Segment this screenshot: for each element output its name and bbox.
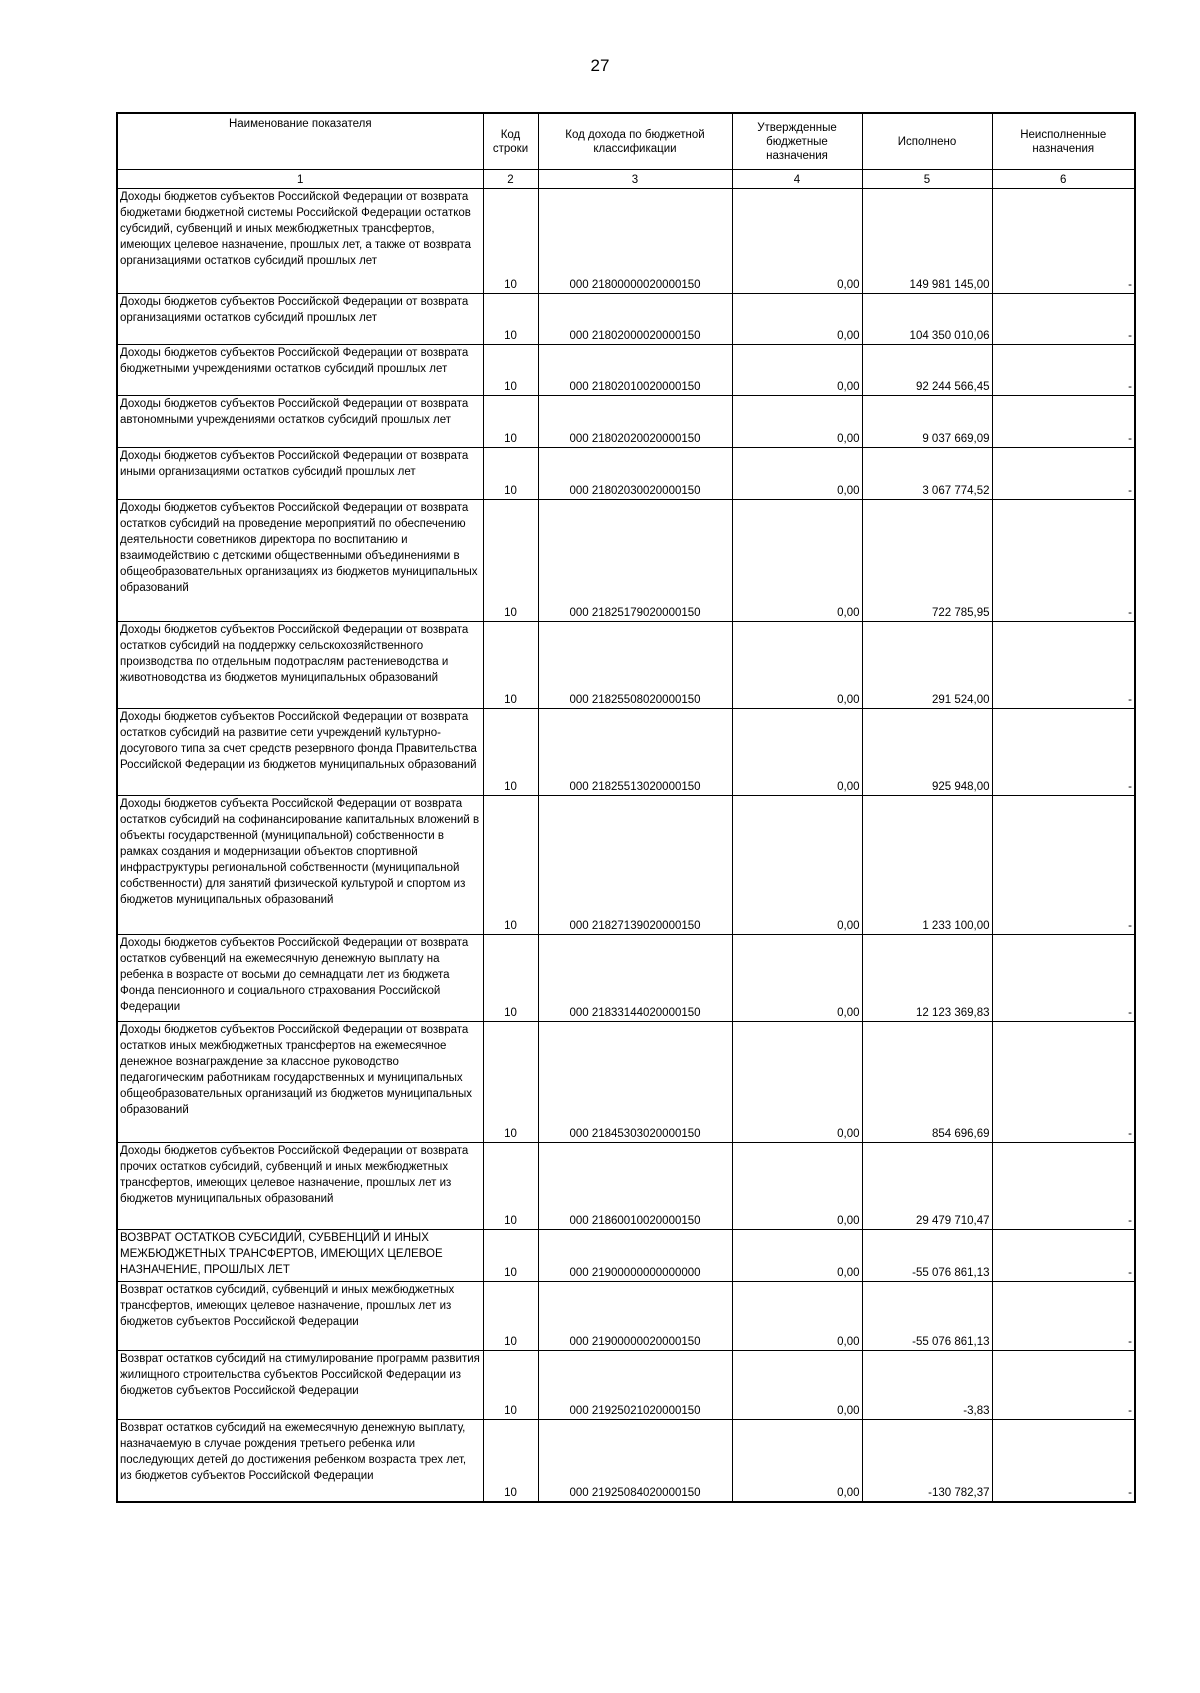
row-approved: 0,00 [732, 294, 862, 345]
header-indicator-name: Наименование показателя [117, 113, 483, 170]
row-name: Доходы бюджетов субъекта Российской Федерации от возврата остатков субсидий на софинансирование капитальных вложений в объекты государственной (муниципальной) собственности в рамках создания и модернизации объектов спортивной инфраструктуры региональной собственности (муниципальной собственности) для занятий физической культурой и спортом из бюджетов муниципальных образований [117, 796, 483, 935]
row-approved: 0,00 [732, 345, 862, 396]
row-approved: 0,00 [732, 1022, 862, 1143]
row-line-code: 10 [483, 709, 538, 796]
row-executed: 92 244 566,45 [862, 345, 992, 396]
row-approved: 0,00 [732, 396, 862, 448]
row-line-code: 10 [483, 622, 538, 709]
table-row [117, 345, 1135, 396]
row-line-code: 10 [483, 1022, 538, 1143]
row-executed: 12 123 369,83 [862, 935, 992, 1022]
table-row [117, 448, 1135, 500]
row-executed: -130 782,37 [862, 1420, 992, 1502]
table-row [117, 1022, 1135, 1143]
row-unexecuted: - [992, 796, 1135, 935]
row-line-code: 10 [483, 345, 538, 396]
table-row [117, 396, 1135, 448]
column-number: 6 [992, 170, 1135, 189]
row-income-code: 000 21925021020000150 [538, 1351, 732, 1420]
row-income-code: 000 21802030020000150 [538, 448, 732, 500]
row-line-code: 10 [483, 1351, 538, 1420]
row-approved: 0,00 [732, 189, 862, 294]
row-name: Доходы бюджетов субъектов Российской Федерации от возврата прочих остатков субсидий, субвенций и иных межбюджетных трансфертов, имеющих целевое назначение, прошлых лет из бюджетов муниципальных образований [117, 1143, 483, 1230]
row-approved: 0,00 [732, 935, 862, 1022]
row-approved: 0,00 [732, 622, 862, 709]
table-row [117, 935, 1135, 1022]
row-unexecuted: - [992, 1420, 1135, 1502]
table-row [117, 189, 1135, 294]
row-approved: 0,00 [732, 448, 862, 500]
row-executed: -55 076 861,13 [862, 1230, 992, 1282]
table-row [117, 500, 1135, 622]
header-unexecuted: Неисполненные назначения [992, 113, 1135, 170]
row-approved: 0,00 [732, 1351, 862, 1420]
row-unexecuted: - [992, 189, 1135, 294]
row-unexecuted: - [992, 1230, 1135, 1282]
row-income-code: 000 21900000000000000 [538, 1230, 732, 1282]
row-name: Доходы бюджетов субъектов Российской Федерации от возврата иными организациями остатков субсидий прошлых лет [117, 448, 483, 500]
budget-income-table [116, 112, 1136, 1503]
row-executed: -55 076 861,13 [862, 1282, 992, 1351]
row-unexecuted: - [992, 345, 1135, 396]
row-income-code: 000 21802020020000150 [538, 396, 732, 448]
column-number: 2 [483, 170, 538, 189]
row-approved: 0,00 [732, 1420, 862, 1502]
table-row [117, 1351, 1135, 1420]
row-income-code: 000 21825513020000150 [538, 709, 732, 796]
row-executed: 291 524,00 [862, 622, 992, 709]
row-name: Доходы бюджетов субъектов Российской Федерации от возврата остатков субвенций на ежемесячную денежную выплату на ребенка в возрасте от восьми до семнадцати лет из бюджета Фонда пенсионного и социального страхования Российской Федерации [117, 935, 483, 1022]
row-income-code: 000 21827139020000150 [538, 796, 732, 935]
row-line-code: 10 [483, 396, 538, 448]
row-name: Доходы бюджетов субъектов Российской Федерации от возврата бюджетами бюджетной системы Российской Федерации остатков субсидий, субвенций и иных межбюджетных трансфертов, имеющих целевое назначение, прошлых лет, а также от возврата организациями остатков субсидий прошлых лет [117, 189, 483, 294]
column-number-row [117, 170, 1135, 189]
header-line-code: Код строки [483, 113, 538, 170]
row-name: Возврат остатков субсидий, субвенций и иных межбюджетных трансфертов, имеющих целевое назначение, прошлых лет из бюджетов субъектов Российской Федерации [117, 1282, 483, 1351]
row-name: Доходы бюджетов субъектов Российской Федерации от возврата остатков субсидий на проведение мероприятий по обеспечению деятельности советников директора по воспитанию и взаимодействию с детскими общественными объединениями в общеобразовательных организациях из бюджетов муниципальных образований [117, 500, 483, 622]
row-unexecuted: - [992, 622, 1135, 709]
row-approved: 0,00 [732, 1143, 862, 1230]
row-executed: 854 696,69 [862, 1022, 992, 1143]
column-number: 5 [862, 170, 992, 189]
row-executed: 1 233 100,00 [862, 796, 992, 935]
table-row [117, 1143, 1135, 1230]
row-approved: 0,00 [732, 500, 862, 622]
row-unexecuted: - [992, 396, 1135, 448]
table-row [117, 1230, 1135, 1282]
row-executed: 9 037 669,09 [862, 396, 992, 448]
row-unexecuted: - [992, 709, 1135, 796]
row-name: Возврат остатков субсидий на ежемесячную денежную выплату, назначаемую в случае рождения третьего ребенка или последующих детей до достижения ребенком возраста трех лет, из бюджетов субъектов Российской Федерации [117, 1420, 483, 1502]
row-unexecuted: - [992, 448, 1135, 500]
row-unexecuted: - [992, 1351, 1135, 1420]
row-income-code: 000 21802000020000150 [538, 294, 732, 345]
row-name: Доходы бюджетов субъектов Российской Федерации от возврата автономными учреждениями остатков субсидий прошлых лет [117, 396, 483, 448]
row-line-code: 10 [483, 935, 538, 1022]
row-name: Доходы бюджетов субъектов Российской Федерации от возврата остатков субсидий на развитие сети учреждений культурно-досугового типа за счет средств резервного фонда Правительства Российской Федерации из бюджетов муниципальных образований [117, 709, 483, 796]
table-row [117, 294, 1135, 345]
row-executed: -3,83 [862, 1351, 992, 1420]
row-name: Доходы бюджетов субъектов Российской Федерации от возврата остатков субсидий на поддержку сельскохозяйственного производства по отдельным подотраслям растениеводства и животноводства из бюджетов муниципальных образований [117, 622, 483, 709]
row-approved: 0,00 [732, 1282, 862, 1351]
row-approved: 0,00 [732, 709, 862, 796]
row-executed: 149 981 145,00 [862, 189, 992, 294]
column-number: 3 [538, 170, 732, 189]
row-line-code: 10 [483, 1230, 538, 1282]
row-line-code: 10 [483, 1282, 538, 1351]
table-row [117, 796, 1135, 935]
row-approved: 0,00 [732, 796, 862, 935]
row-income-code: 000 21900000020000150 [538, 1282, 732, 1351]
row-unexecuted: - [992, 935, 1135, 1022]
row-income-code: 000 21845303020000150 [538, 1022, 732, 1143]
row-unexecuted: - [992, 1022, 1135, 1143]
row-income-code: 000 21825179020000150 [538, 500, 732, 622]
row-unexecuted: - [992, 500, 1135, 622]
row-name: Доходы бюджетов субъектов Российской Федерации от возврата организациями остатков субсидий прошлых лет [117, 294, 483, 345]
header-approved: Утвержденные бюджетные назначения [732, 113, 862, 170]
row-name: Доходы бюджетов субъектов Российской Федерации от возврата бюджетными учреждениями остатков субсидий прошлых лет [117, 345, 483, 396]
row-line-code: 10 [483, 189, 538, 294]
row-income-code: 000 21925084020000150 [538, 1420, 732, 1502]
row-income-code: 000 21860010020000150 [538, 1143, 732, 1230]
table-row [117, 1282, 1135, 1351]
row-executed: 29 479 710,47 [862, 1143, 992, 1230]
header-executed: Исполнено [862, 113, 992, 170]
header-row [117, 113, 1135, 170]
row-executed: 104 350 010,06 [862, 294, 992, 345]
row-income-code: 000 21825508020000150 [538, 622, 732, 709]
table-row [117, 622, 1135, 709]
row-executed: 925 948,00 [862, 709, 992, 796]
table-row [117, 1420, 1135, 1502]
row-line-code: 10 [483, 294, 538, 345]
row-unexecuted: - [992, 1143, 1135, 1230]
row-income-code: 000 21800000020000150 [538, 189, 732, 294]
row-income-code: 000 21802010020000150 [538, 345, 732, 396]
table-row [117, 709, 1135, 796]
header-income-code: Код дохода по бюджетной классификации [538, 113, 732, 170]
row-executed: 3 067 774,52 [862, 448, 992, 500]
row-line-code: 10 [483, 1143, 538, 1230]
column-number: 4 [732, 170, 862, 189]
column-number: 1 [117, 170, 483, 189]
row-line-code: 10 [483, 500, 538, 622]
row-line-code: 10 [483, 448, 538, 500]
row-name: Доходы бюджетов субъектов Российской Федерации от возврата остатков иных межбюджетных трансфертов на ежемесячное денежное вознаграждение за классное руководство педагогическим работникам государственных и муниципальных общеобразовательных организаций из бюджетов муниципальных образований [117, 1022, 483, 1143]
page-number: 27 [590, 56, 610, 75]
row-income-code: 000 21833144020000150 [538, 935, 732, 1022]
row-line-code: 10 [483, 796, 538, 935]
row-approved: 0,00 [732, 1230, 862, 1282]
row-unexecuted: - [992, 1282, 1135, 1351]
row-unexecuted: - [992, 294, 1135, 345]
row-name: ВОЗВРАТ ОСТАТКОВ СУБСИДИЙ, СУБВЕНЦИЙ И ИНЫХ МЕЖБЮДЖЕТНЫХ ТРАНСФЕРТОВ, ИМЕЮЩИХ ЦЕЛЕВОЕ НАЗНАЧЕНИЕ, ПРОШЛЫХ ЛЕТ [117, 1230, 483, 1282]
row-line-code: 10 [483, 1420, 538, 1502]
row-executed: 722 785,95 [862, 500, 992, 622]
row-name: Возврат остатков субсидий на стимулирование программ развития жилищного строительства субъектов Российской Федерации из бюджетов субъектов Российской Федерации [117, 1351, 483, 1420]
